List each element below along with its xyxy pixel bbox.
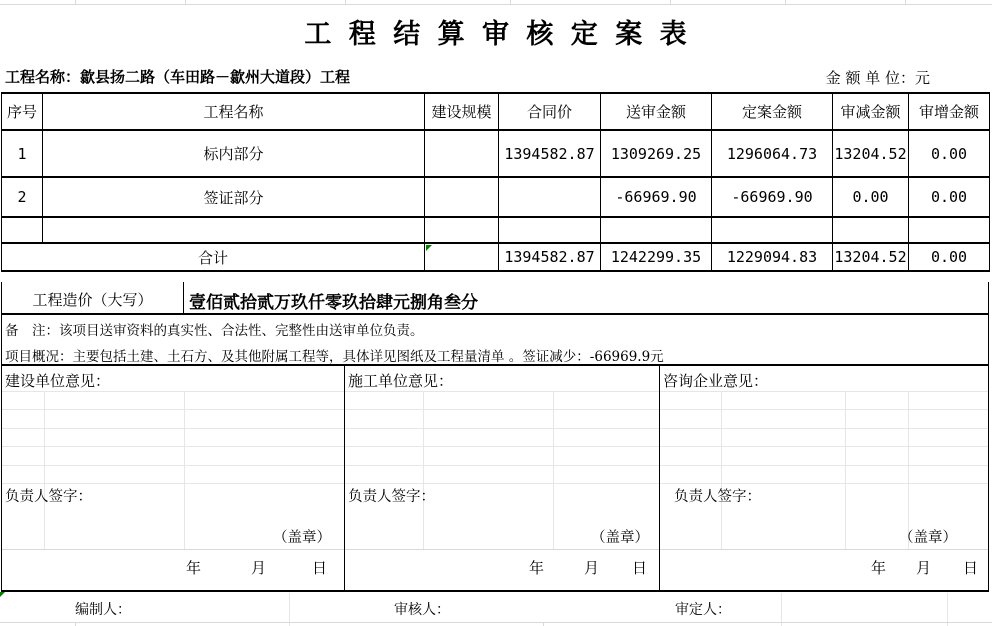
month-label: 月	[251, 559, 267, 577]
year-label: 年	[529, 559, 545, 577]
year-label: 年	[186, 559, 202, 577]
total-reduced: 13204.52	[833, 243, 909, 271]
approver-label: 审定人：	[675, 602, 731, 618]
contractor-opinion-box	[345, 366, 660, 590]
gridline	[553, 391, 554, 549]
col-header-increased: 审增金额	[909, 93, 990, 130]
table-total-row	[2, 243, 990, 271]
owner-opinion-box	[2, 366, 345, 590]
total-submitted: 1242299.35	[601, 243, 712, 271]
gridline-tick	[510, 0, 511, 5]
cell-increased: 0.00	[909, 130, 990, 177]
gridline-tick	[75, 0, 76, 5]
cell-submitted: 1309269.25	[601, 130, 712, 177]
sign-label: 负责人签字：	[5, 489, 92, 505]
total-final: 1229094.83	[712, 243, 833, 271]
month-label: 月	[916, 559, 932, 577]
col-header-contract: 合同价	[499, 93, 601, 130]
cell-final: -66969.90	[712, 177, 833, 217]
cell-scale	[425, 217, 499, 243]
excel-gridline-strip	[0, 0, 992, 5]
gridline	[345, 549, 659, 550]
cell-name	[43, 217, 425, 243]
table-row	[2, 177, 990, 217]
contractor-opinion-label: 施工单位意见：	[348, 372, 454, 390]
cell-seq: 2	[2, 177, 43, 217]
cell-reduced: 0.00	[833, 177, 909, 217]
col-header-reduced: 审减金额	[833, 93, 909, 130]
cell-error-marker-icon	[0, 592, 5, 597]
gridline	[2, 549, 344, 550]
cell-reduced: 13204.52	[833, 130, 909, 177]
gridline-tick	[185, 0, 186, 5]
day-label: 日	[963, 559, 979, 577]
sign-label: 负责人签字：	[674, 489, 761, 505]
col-header-seq: 序号	[2, 93, 43, 130]
gridline	[845, 391, 846, 549]
gridline-tick	[785, 0, 786, 5]
col-header-name: 工程名称	[43, 93, 425, 130]
owner-opinion-label: 建设单位意见：	[5, 372, 111, 390]
cell-contract	[499, 177, 601, 217]
cell-increased: 0.00	[909, 177, 990, 217]
month-label: 月	[584, 559, 600, 577]
table-row-empty	[2, 217, 990, 243]
col-header-scale: 建设规模	[425, 93, 499, 130]
gridline	[44, 391, 45, 549]
gridline	[721, 391, 722, 549]
col-header-final: 定案金额	[712, 93, 833, 130]
gridline-tick	[670, 0, 671, 5]
cell-final	[712, 217, 833, 243]
cell-reduced	[833, 217, 909, 243]
day-label: 日	[312, 559, 328, 577]
cell-increased	[909, 217, 990, 243]
amount-in-words-value: 壹佰贰拾贰万玖仟零玖拾肆元捌角叁分	[189, 293, 478, 313]
gridline	[0, 622, 992, 623]
cell-contract	[499, 217, 601, 243]
gridline-tick	[345, 0, 346, 5]
seal-label: （盖章）	[899, 530, 957, 546]
day-label: 日	[632, 559, 648, 577]
amount-unit-label: 金 额 单 位：元	[825, 69, 930, 87]
gridline	[423, 391, 424, 549]
total-label: 合计	[2, 243, 425, 271]
cell-scale	[425, 177, 499, 217]
gridline-tick	[905, 0, 906, 5]
cell-submitted: -66969.90	[601, 177, 712, 217]
note-line: 项目概况：主要包括土建、土石方、及其他附属工程等，具体详见图纸及工程量清单 。签证减少：-66969.9元	[5, 349, 664, 365]
project-name-label: 工程名称：歙县扬二路（车田路－歙州大道段）工程	[5, 68, 351, 86]
cell-final: 1296064.73	[712, 130, 833, 177]
table-header-row	[2, 93, 990, 130]
col-header-submitted: 送审金额	[601, 93, 712, 130]
gridline	[184, 391, 185, 549]
cell-seq	[2, 217, 43, 243]
cell-seq: 1	[2, 130, 43, 177]
amount-in-words-label: 工程造价（大写）	[2, 282, 184, 313]
settlement-table	[1, 92, 990, 272]
notes-section	[1, 315, 989, 366]
cell-name: 标内部分	[43, 130, 425, 177]
sign-label: 负责人签字：	[348, 489, 435, 505]
amount-in-words-row	[1, 282, 989, 315]
total-contract: 1394582.87	[499, 243, 601, 271]
opinions-section	[1, 366, 989, 592]
cell-submitted	[601, 217, 712, 243]
table-row	[2, 130, 990, 177]
consultant-opinion-label: 咨询企业意见：	[663, 372, 769, 390]
consultant-opinion-box	[660, 366, 988, 590]
gridline	[660, 549, 988, 550]
form-title: 工 程 结 算 审 核 定 案 表	[304, 19, 688, 50]
total-scale-cell	[425, 243, 499, 271]
cell-contract: 1394582.87	[499, 130, 601, 177]
note-line: 备 注：该项目送审资料的真实性、合法性、完整性由送审单位负责。	[5, 323, 424, 339]
preparer-label: 编制人：	[75, 602, 131, 618]
reviewer-label: 审核人：	[394, 602, 450, 618]
year-label: 年	[871, 559, 887, 577]
cell-scale	[425, 130, 499, 177]
total-increased: 0.00	[909, 243, 990, 271]
cell-name: 签证部分	[43, 177, 425, 217]
seal-label: （盖章）	[591, 530, 649, 546]
cell-error-marker-icon	[426, 245, 432, 251]
seal-label: （盖章）	[273, 530, 331, 546]
